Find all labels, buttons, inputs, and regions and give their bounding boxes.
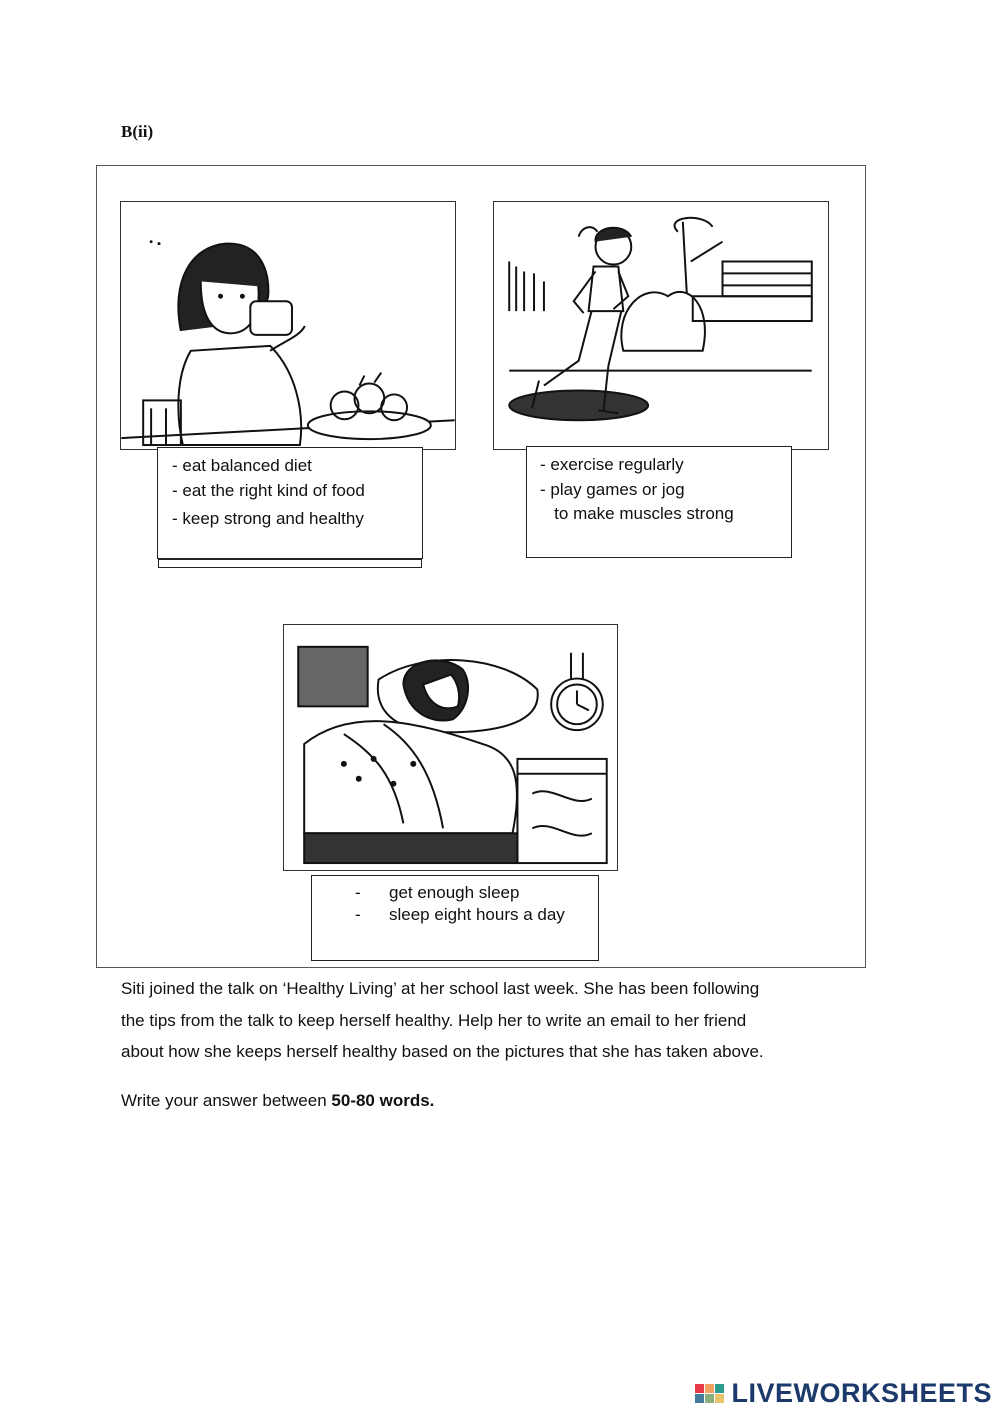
liveworksheets-logo[interactable] (695, 1376, 992, 1410)
girl-jogging-icon (494, 202, 828, 449)
sleep-tip-2: - sleep eight hours a day (355, 905, 565, 924)
word-limit: 50-80 words. (331, 1091, 435, 1110)
section-label: B(ii) (121, 122, 154, 141)
eating-picture (120, 201, 456, 450)
logo-block (715, 1384, 724, 1393)
exercise-picture (493, 201, 829, 450)
logo-block (695, 1394, 704, 1403)
exercise-tip-3: to make muscles strong (540, 504, 734, 523)
task-line-2: the tips from the talk to keep herself healthy. Help her to write an email to her friend (121, 1010, 747, 1030)
sleep-picture (283, 624, 618, 871)
logo-block (695, 1384, 704, 1393)
eating-tips-box (157, 447, 423, 559)
task-line-1: Siti joined the talk on ‘Healthy Living’ at her school last week. She has been following (121, 979, 760, 998)
exercise-tip-2: - play games or jog (540, 480, 685, 499)
eating-tip-2: - eat the right kind of food (172, 481, 365, 500)
logo-block (705, 1384, 714, 1393)
logo-blocks-icon (695, 1384, 724, 1403)
task-instruction (121, 1085, 841, 1117)
eating-tip-3: - keep strong and healthy (172, 509, 364, 528)
eating-tip-1: - eat balanced diet (172, 456, 312, 475)
girl-sleeping-icon (284, 625, 617, 870)
exercise-tips-box (526, 446, 792, 558)
task-line-3: about how she keeps herself healthy based on the pictures that she has taken above. (121, 1042, 764, 1061)
brand-name: LIVEWORKSHEETS (731, 1377, 992, 1408)
instruction-text: Write your answer between (121, 1091, 332, 1110)
logo-block (715, 1394, 724, 1403)
task-paragraph (121, 973, 841, 1068)
logo-block (705, 1394, 714, 1403)
eating-tips-underline (158, 559, 422, 568)
exercise-tip-1: - exercise regularly (540, 455, 684, 474)
sleep-tip-1: - get enough sleep (355, 883, 520, 902)
girl-drinking-icon (121, 202, 455, 449)
sleep-tips-box (311, 875, 599, 961)
